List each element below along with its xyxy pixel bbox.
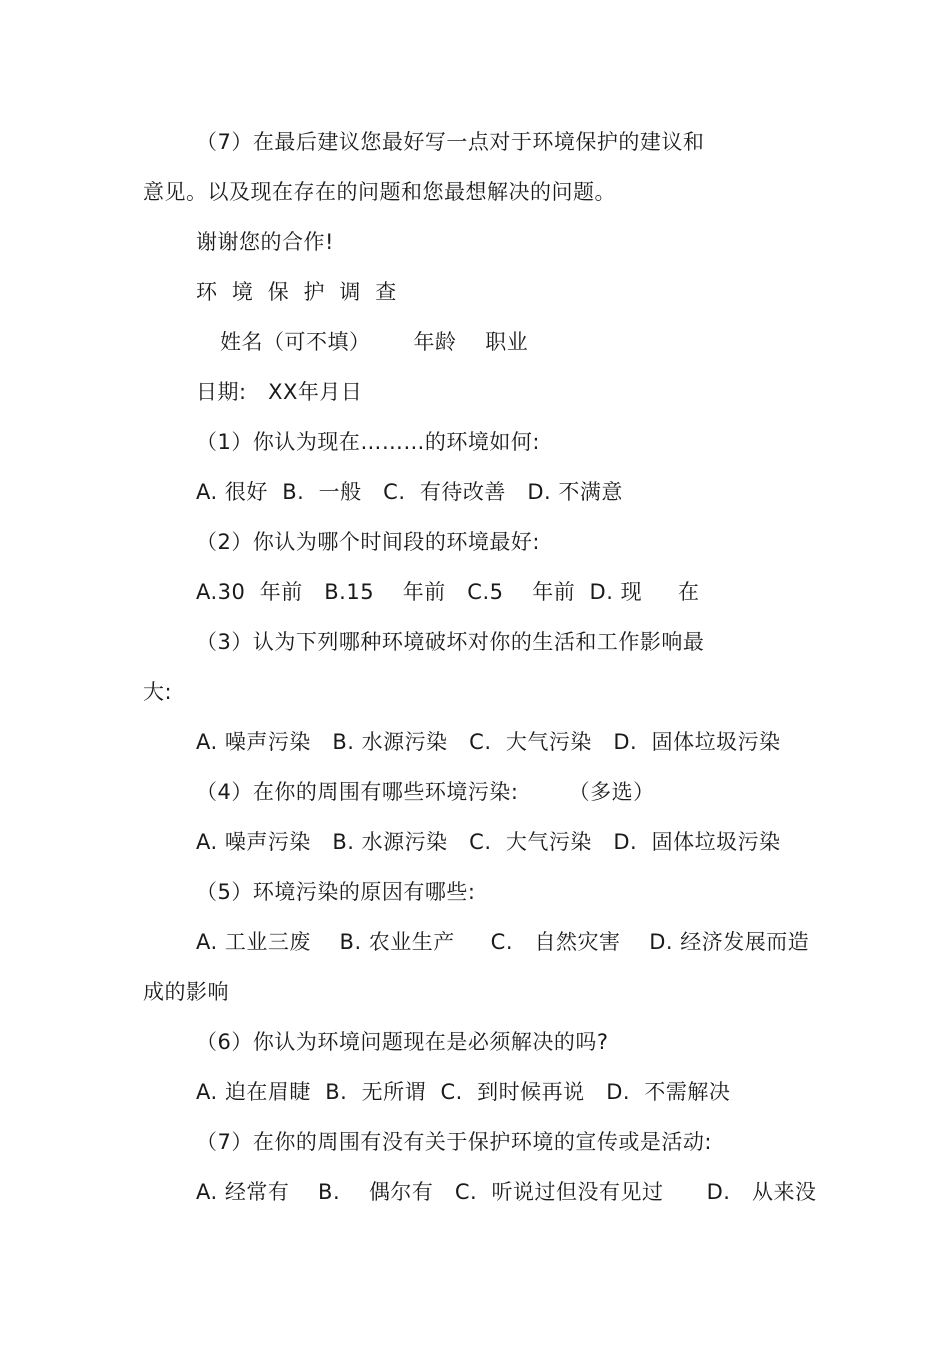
question-7-options: A. 经常有 B. 偶尔有 C. 听说过但没有见过 D. 从来没 xyxy=(196,1180,817,1204)
question-4: （4）在你的周围有哪些环境污染: （多选） xyxy=(196,780,655,804)
question-6-options: A. 迫在眉睫 B. 无所谓 C. 到时候再说 D. 不需解决 xyxy=(196,1080,731,1104)
question-1-options: A. 很好 B. 一般 C. 有待改善 D. 不满意 xyxy=(196,480,623,504)
question-3-options: A. 噪声污染 B. 水源污染 C. 大气污染 D. 固体垃圾污染 xyxy=(196,730,781,754)
respondent-info-line: 姓名（可不填） 年龄 职业 xyxy=(220,330,529,354)
question-3-continued: 大: xyxy=(143,680,173,704)
question-6: （6）你认为环境问题现在是必须解决的吗? xyxy=(196,1030,609,1054)
suggestion-paragraph-line-1: （7）在最后建议您最好写一点对于环境保护的建议和 xyxy=(196,130,705,154)
question-1: （1）你认为现在………的环境如何: xyxy=(196,430,540,454)
question-3: （3）认为下列哪种环境破坏对你的生活和工作影响最 xyxy=(196,630,705,654)
question-5-options-continued: 成的影响 xyxy=(143,980,229,1004)
question-2-options: A.30 年前 B.15 年前 C.5 年前 D. 现 在 xyxy=(196,580,700,604)
question-7: （7）在你的周围有没有关于保护环境的宣传或是活动: xyxy=(196,1130,712,1154)
question-5-options: A. 工业三废 B. 农业生产 C. 自然灾害 D. 经济发展而造 xyxy=(196,930,810,954)
question-4-options: A. 噪声污染 B. 水源污染 C. 大气污染 D. 固体垃圾污染 xyxy=(196,830,781,854)
survey-title: 环 境 保 护 调 查 xyxy=(196,280,397,304)
thanks-text: 谢谢您的合作! xyxy=(196,230,334,254)
question-2: （2）你认为哪个时间段的环境最好: xyxy=(196,530,540,554)
question-5: （5）环境污染的原因有哪些: xyxy=(196,880,476,904)
date-line: 日期: XX年月日 xyxy=(196,380,363,404)
suggestion-paragraph-line-2: 意见。以及现在存在的问题和您最想解决的问题。 xyxy=(143,180,616,204)
